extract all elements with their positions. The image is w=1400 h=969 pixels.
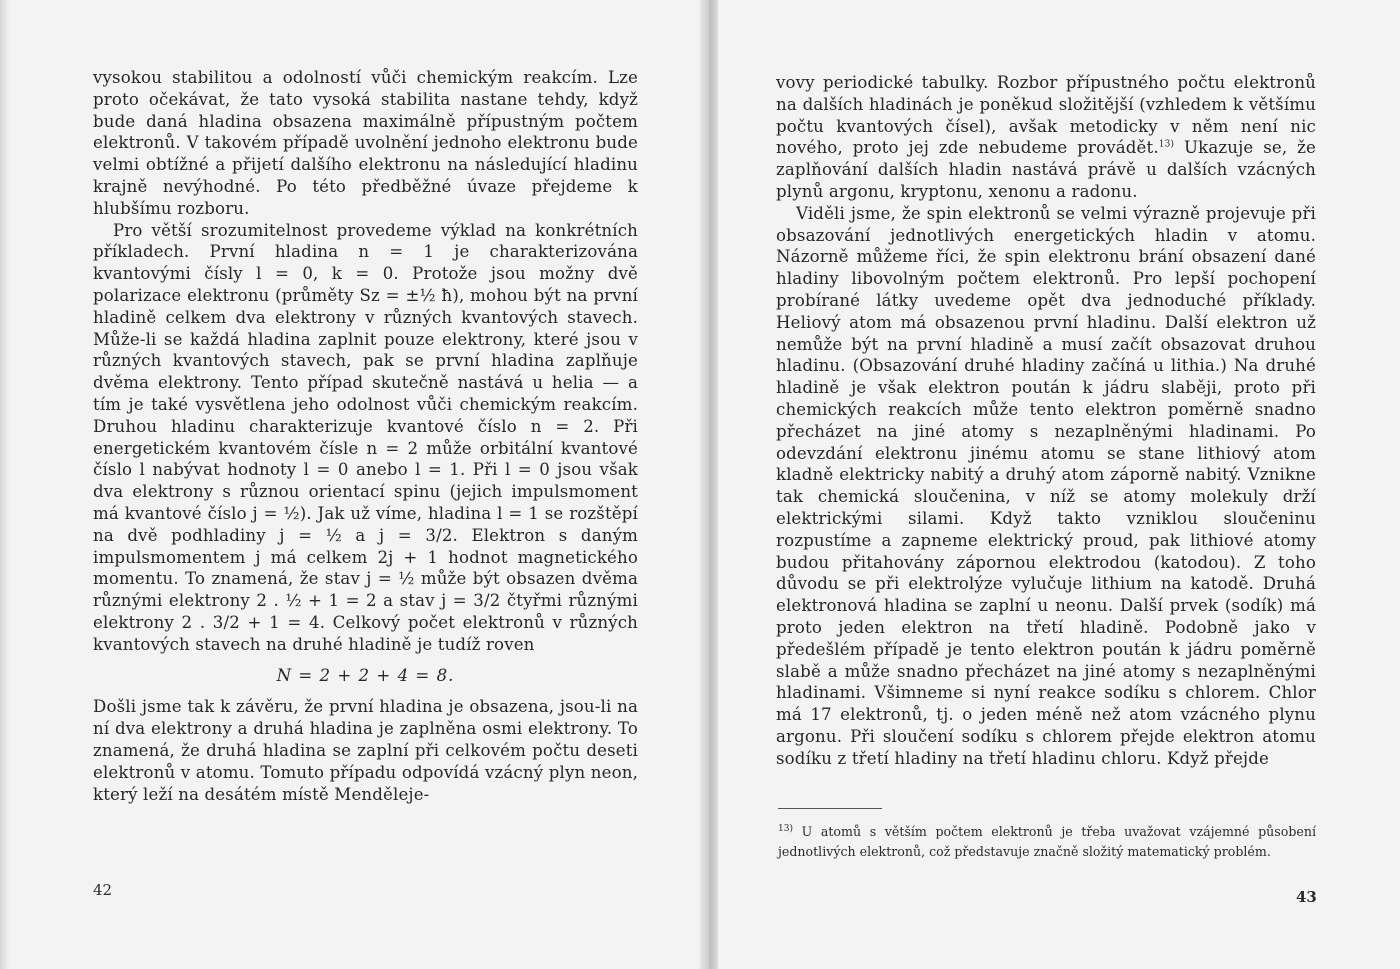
paragraph: Viděli jsme, že spin elektronů se velmi výrazně projevuje při obsazování jednotlivých energetických hladin v atomu. Názorně můžeme říci, že spin elektronu brání obsazení dané hladiny libovolným počtem elektronů. Pro lepší pochopení probírané látky uvedeme opět dva jednoduché příklady. Heliový atom má obsazenou první hladinu. Další elektron už nemůže být na první hladině a musí začít obsazovat druhou hladinu. (Obsazování druhé hladiny začíná u lithia.) Na druhé hladině je však elektron poután k jádru slaběji, proto při chemických reakcích může tento elektron poměrně snadno přecházet na jiné atomy s nezaplněnými hladinami. Po odevzdání elektronu jinému atomu se stane lithiový atom kladně elektricky nabitý a druhý atom záporně nabitý. Vznikne tak chemická sloučenina, v níž se atomy molekuly drží elektrickými silami. Když takto vzniklou sloučeninu rozpustíme a zapneme elektrický proud, pak lithiové atomy budou přitahovány zápornou elektrodou (katodou). Z toho důvodu se při elektrolýze vylučuje lithium na katodě. Druhá elektronová hladina se zaplní u neonu. Další prvek (sodík) má proto jeden elektron na třetí hladině. Podobně jako v předešlém případě je tento elektron poután k jádru poměrně slabě a může snadno přecházet na jiné atomy s nezaplněnými hladinami. Všimneme si nyní reakce sodíku s chlorem. Chlor má 17 elektronů, tj. o jeden méně než atom vzácného plynu argonu. Při sloučení sodíku s chlorem přejde elektron atomu sodíku z třetí hladiny na třetí hladinu chloru. Když přejde — [776, 203, 1316, 768]
footnote-text: U atomů s větším počtem elektronů je třeba uvažovat vzájemné působení jednotlivých elektronů, což představuje značně složitý matematický problém. — [778, 824, 1316, 859]
paragraph: Došli jsme tak k závěru, že první hladina je obsazena, jsou-li na ní dva elektrony a druhá hladina je zaplněna osmi elektrony. To znamená, že druhá hladina se zaplní při celkovém počtu deseti elektronů v atomu. Tomuto případu odpovídá vzácný plyn neon, který leží na desátém místě Mendělejе- — [93, 697, 638, 804]
paragraph: vysokou stabilitou a odolností vůči chemickým reakcím. Lze proto očekávat, že tato vysoká stabilita nastane tehdy, když bude daná hladina obsazena maximálně přípustným počtem elektronů. V takovém případě uvolnění jednoho elektronu bude velmi obtížné a přijetí dalšího elektronu na následující hladinu krajně nevýhodné. Po této předběžné úvaze přejdeme k hlubšímu rozboru. — [93, 68, 638, 218]
footnote-divider — [778, 808, 882, 809]
paragraph: Pro větší srozumitelnost provedeme výklad na konkrétních příkladech. První hladina n = 1 je charakterizována kvantovými čísly l = 0, k = 0. Protože jsou možny dvě polarizace elektronu (průměty Sz = ±½ ħ), mohou být na první hladině celkem dva elektrony v různých kvantových stavech. Může-li se každá hladina zaplnit pouze elektrony, které jsou v různých kvantových stavech, pak se první hladina zaplňuje dvěma elektrony. Tento případ skutečně nastává u helia — a tím je také vysvětlena jeho odolnost vůči chemickým reakcím. Druhou hladinu charakterizuje kvantové číslo n = 2. Při energetickém kvantovém čísle n = 2 může orbitální kvantové číslo l nabývat hodnoty l = 0 anebo l = 1. Při l = 0 jsou však dva elektrony s různou orientací spinu (jejich impulsmoment má kvantové číslo j = ½). Jak už víme, hladina l = 1 se rozštěpí na dvě podhladiny j = ½ a j = 3/2. Elektron s daným impulsmomentem j má celkem 2j + 1 hodnot magnetického momentu. To znamená, že stav j = ½ může být obsazen dvěma různými elektrony 2 . ½ + 1 = 2 a stav j = 3/2 čtyřmi různými elektrony 2 . 3/2 + 1 = 4. Celkový počet elektronů v různých kvantových stavech na druhé hladině je tudíž roven — [93, 220, 638, 654]
footnote — [778, 822, 1316, 862]
paragraph-text: Ukazuje se, že zaplňování dalších hladin nastává právě u dalších vzácných plynů argonu, kryptonu, xenonu a radonu. — [776, 138, 1316, 201]
paragraph — [776, 72, 1316, 203]
page-number: 43 — [1296, 888, 1317, 906]
paragraph-text: vovy periodické tabulky. Rozbor přípustného počtu elektronů na dalších hladinách je poněkud složitější (vzhledem k většímu počtu kvantových čísel), avšak metodicky v něm není nic nového, proto jej zde nebudeme provádět. — [776, 73, 1316, 158]
right-page — [718, 0, 1400, 969]
book-gutter — [700, 0, 718, 969]
equation: N = 2 + 2 + 4 = 8. — [276, 665, 455, 685]
footnote-reference: 13) — [1158, 139, 1175, 150]
page-number: 42 — [93, 881, 113, 899]
right-page-text — [776, 72, 1316, 770]
left-page-text — [93, 67, 638, 805]
footnote-marker: 13) — [778, 823, 793, 834]
